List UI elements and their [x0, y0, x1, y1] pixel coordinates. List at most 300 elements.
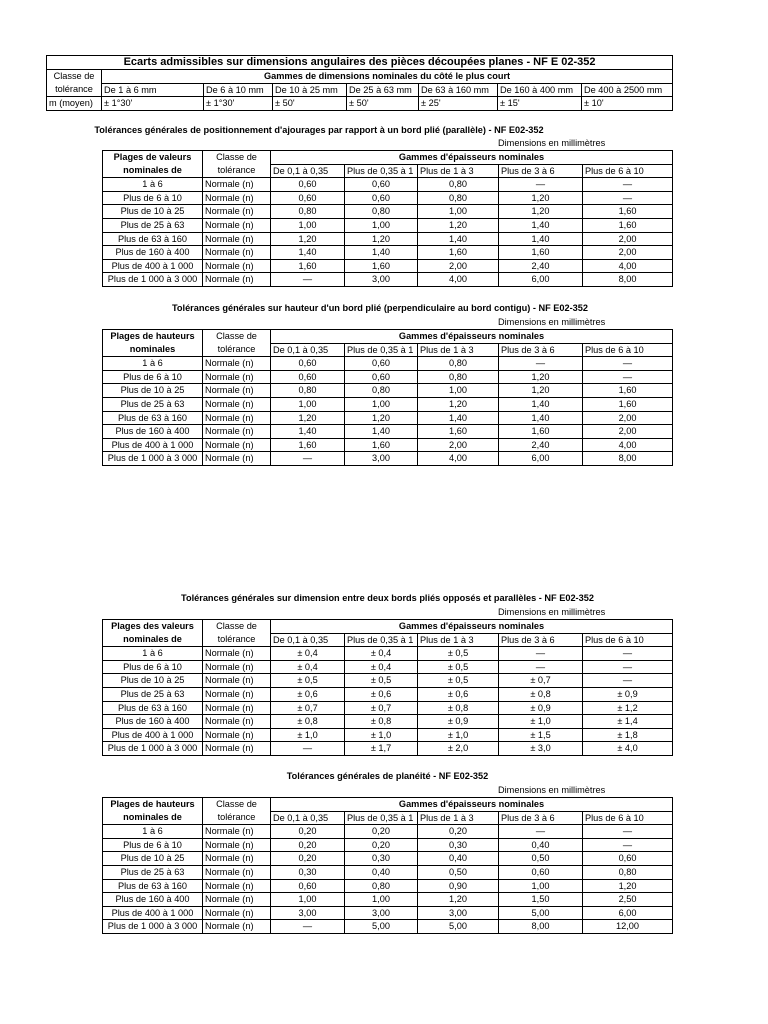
table-row	[103, 191, 673, 205]
angular-value: ± 50'	[347, 97, 419, 111]
value-cell: ± 0,5	[418, 647, 499, 661]
value-cell: 5,00	[418, 920, 499, 934]
table-row	[103, 742, 673, 756]
table-row	[103, 357, 673, 371]
value-cell: 0,30	[345, 852, 418, 866]
thickness-group-header: Gammes d'épaisseurs nominales	[271, 151, 673, 165]
unit-label: Dimensions en millimètres	[498, 138, 606, 148]
thickness-group-header: Gammes d'épaisseurs nominales	[271, 620, 673, 634]
value-cell: 1,40	[499, 397, 583, 411]
value-cell: 4,00	[418, 452, 499, 466]
value-cell: 0,30	[271, 865, 345, 879]
value-cell: —	[499, 357, 583, 371]
value-cell: 0,20	[345, 838, 418, 852]
value-cell: 0,60	[583, 852, 673, 866]
angular-class-header: Classe de	[47, 70, 102, 84]
value-cell: 1,20	[499, 191, 583, 205]
value-cell: 4,00	[418, 273, 499, 287]
value-cell: 1,20	[345, 411, 418, 425]
value-cell: 4,00	[583, 438, 673, 452]
value-cell: ± 4,0	[583, 742, 673, 756]
table-row	[103, 397, 673, 411]
value-cell: 2,50	[583, 893, 673, 907]
value-cell: 1,60	[583, 397, 673, 411]
value-cell: 1,20	[499, 370, 583, 384]
value-cell: ± 0,8	[499, 687, 583, 701]
value-cell: 0,80	[345, 879, 418, 893]
thickness-header: Plus de 1 à 3	[418, 343, 499, 357]
range-cell: Plus de 10 à 25	[103, 852, 203, 866]
value-cell: 4,00	[583, 259, 673, 273]
value-cell: 12,00	[583, 920, 673, 934]
value-cell: 1,60	[418, 425, 499, 439]
class-cell: Normale (n)	[203, 205, 271, 219]
angular-value: ± 15'	[498, 97, 582, 111]
value-cell: 8,00	[583, 452, 673, 466]
class-cell: Normale (n)	[203, 701, 271, 715]
range-header: Plages de valeurs	[103, 151, 203, 165]
value-cell: —	[583, 838, 673, 852]
value-cell: 0,60	[271, 178, 345, 192]
value-cell: 1,00	[345, 893, 418, 907]
value-cell: ± 2,0	[418, 742, 499, 756]
value-cell: ± 0,9	[499, 701, 583, 715]
class-cell: Normale (n)	[203, 674, 271, 688]
class-cell: Normale (n)	[203, 178, 271, 192]
value-cell: 6,00	[583, 906, 673, 920]
value-cell: 1,60	[418, 246, 499, 260]
value-cell: ± 0,9	[583, 687, 673, 701]
value-cell: 3,00	[418, 906, 499, 920]
class-cell: Normale (n)	[203, 893, 271, 907]
table-row	[103, 232, 673, 246]
thickness-header: Plus de 0,35 à 1	[345, 811, 418, 825]
value-cell: —	[271, 742, 345, 756]
table-row	[103, 660, 673, 674]
value-cell: ± 0,4	[345, 647, 418, 661]
range-cell: Plus de 1 000 à 3 000	[103, 452, 203, 466]
range-cell: Plus de 1 000 à 3 000	[103, 273, 203, 287]
value-cell: 0,20	[418, 825, 499, 839]
value-cell: 2,00	[583, 411, 673, 425]
section-title: Tolérances générales de planéité - NF E02-352	[286, 771, 489, 781]
value-cell: 1,00	[499, 879, 583, 893]
value-cell: 0,80	[345, 384, 418, 398]
value-cell: 1,00	[345, 218, 418, 232]
value-cell: 1,00	[418, 205, 499, 219]
value-cell: 0,60	[271, 879, 345, 893]
value-cell: ± 1,8	[583, 728, 673, 742]
thickness-header: Plus de 3 à 6	[499, 633, 583, 647]
range-header-2: nominales	[103, 343, 203, 357]
class-header: Classe de	[203, 151, 271, 165]
value-cell: —	[583, 825, 673, 839]
range-cell: Plus de 63 à 160	[103, 411, 203, 425]
class-cell: Normale (n)	[203, 411, 271, 425]
value-cell: 3,00	[345, 452, 418, 466]
value-cell: 1,20	[418, 397, 499, 411]
value-cell: 0,80	[271, 384, 345, 398]
value-cell: ± 0,4	[271, 660, 345, 674]
thickness-header: Plus de 1 à 3	[418, 164, 499, 178]
section-title: Tolérances générales de positionnement d'ajourages par rapport à un bord plié (parallèle) - NF E02-352	[94, 125, 544, 135]
tolerance-table	[102, 329, 673, 466]
section-title: Tolérances générales sur dimension entre deux bords pliés opposés et parallèles - NF E02-352	[181, 593, 594, 603]
value-cell: 1,00	[271, 893, 345, 907]
value-cell: 0,80	[418, 370, 499, 384]
range-cell: Plus de 1 000 à 3 000	[103, 920, 203, 934]
range-cell: Plus de 160 à 400	[103, 425, 203, 439]
value-cell: —	[583, 370, 673, 384]
range-cell: Plus de 25 à 63	[103, 865, 203, 879]
range-cell: 1 à 6	[103, 647, 203, 661]
value-cell: 0,50	[418, 865, 499, 879]
angular-table	[46, 55, 673, 111]
value-cell: 0,80	[418, 357, 499, 371]
class-header-2: tolérance	[203, 633, 271, 647]
value-cell: 1,20	[418, 893, 499, 907]
table-row	[103, 906, 673, 920]
tolerance-table	[102, 797, 673, 934]
thickness-header: De 0,1 à 0,35	[271, 633, 345, 647]
value-cell: 5,00	[345, 920, 418, 934]
thickness-group-header: Gammes d'épaisseurs nominales	[271, 330, 673, 344]
range-header-2: nominales de	[103, 633, 203, 647]
thickness-header: Plus de 3 à 6	[499, 811, 583, 825]
value-cell: 2,00	[418, 438, 499, 452]
value-cell: 0,40	[499, 838, 583, 852]
value-cell: —	[499, 825, 583, 839]
value-cell: 8,00	[583, 273, 673, 287]
range-cell: Plus de 10 à 25	[103, 674, 203, 688]
class-header: Classe de	[203, 798, 271, 812]
table-row	[103, 825, 673, 839]
value-cell: 8,00	[499, 920, 583, 934]
value-cell: —	[583, 674, 673, 688]
class-cell: Normale (n)	[203, 357, 271, 371]
value-cell: 1,20	[418, 218, 499, 232]
value-cell: 1,60	[583, 384, 673, 398]
angular-value: ± 25'	[419, 97, 498, 111]
value-cell: 1,50	[499, 893, 583, 907]
value-cell: ± 0,7	[499, 674, 583, 688]
angular-value: ± 10'	[582, 97, 673, 111]
range-cell: Plus de 6 à 10	[103, 838, 203, 852]
value-cell: 1,20	[499, 205, 583, 219]
value-cell: ± 0,7	[271, 701, 345, 715]
value-cell: 1,00	[418, 384, 499, 398]
range-cell: Plus de 400 à 1 000	[103, 728, 203, 742]
thickness-header: Plus de 0,35 à 1	[345, 633, 418, 647]
class-cell: Normale (n)	[203, 715, 271, 729]
class-header-2: tolérance	[203, 343, 271, 357]
range-cell: Plus de 6 à 10	[103, 191, 203, 205]
value-cell: 1,20	[271, 411, 345, 425]
value-cell: 1,20	[583, 879, 673, 893]
range-cell: Plus de 1 000 à 3 000	[103, 742, 203, 756]
value-cell: —	[583, 647, 673, 661]
value-cell: —	[499, 647, 583, 661]
class-cell: Normale (n)	[203, 879, 271, 893]
angular-range: De 63 à 160 mm	[419, 83, 498, 97]
class-header: Classe de	[203, 620, 271, 634]
value-cell: ± 0,6	[271, 687, 345, 701]
table-row	[103, 879, 673, 893]
value-cell: —	[271, 920, 345, 934]
class-cell: Normale (n)	[203, 246, 271, 260]
tolerance-table	[102, 150, 673, 287]
unit-label: Dimensions en millimètres	[498, 317, 606, 327]
value-cell: 0,90	[418, 879, 499, 893]
class-cell: Normale (n)	[203, 852, 271, 866]
table-row	[103, 178, 673, 192]
table-row	[103, 438, 673, 452]
unit-label: Dimensions en millimètres	[498, 785, 606, 795]
value-cell: 1,60	[499, 425, 583, 439]
table-row	[103, 647, 673, 661]
class-cell: Normale (n)	[203, 728, 271, 742]
table-row	[103, 425, 673, 439]
range-cell: Plus de 160 à 400	[103, 246, 203, 260]
table-row	[103, 452, 673, 466]
range-header-2: nominales de	[103, 811, 203, 825]
value-cell: ± 0,4	[271, 647, 345, 661]
value-cell: 0,60	[345, 357, 418, 371]
unit-label: Dimensions en millimètres	[498, 607, 606, 617]
value-cell: 1,60	[345, 438, 418, 452]
value-cell: 2,40	[499, 259, 583, 273]
angular-title: Ecarts admissibles sur dimensions angulaires des pièces découpées planes - NF E 02-352	[47, 56, 673, 70]
range-cell: Plus de 6 à 10	[103, 660, 203, 674]
value-cell: ± 0,8	[345, 715, 418, 729]
value-cell: ± 3,0	[499, 742, 583, 756]
section-title: Tolérances générales sur hauteur d'un bord plié (perpendiculaire au bord contigu) - NF E02-352	[171, 303, 589, 313]
value-cell: —	[499, 178, 583, 192]
class-cell: Normale (n)	[203, 647, 271, 661]
value-cell: ± 1,5	[499, 728, 583, 742]
range-header: Plages de hauteurs	[103, 798, 203, 812]
angular-range: De 160 à 400 mm	[498, 83, 582, 97]
table-row	[103, 865, 673, 879]
value-cell: ± 0,5	[418, 660, 499, 674]
class-cell: Normale (n)	[203, 438, 271, 452]
range-cell: Plus de 25 à 63	[103, 218, 203, 232]
range-cell: 1 à 6	[103, 178, 203, 192]
class-header-2: tolérance	[203, 164, 271, 178]
class-cell: Normale (n)	[203, 452, 271, 466]
range-cell: Plus de 63 à 160	[103, 701, 203, 715]
class-cell: Normale (n)	[203, 687, 271, 701]
value-cell: ± 0,5	[345, 674, 418, 688]
value-cell: 0,60	[271, 370, 345, 384]
value-cell: 1,40	[345, 246, 418, 260]
table-row	[103, 893, 673, 907]
value-cell: 1,40	[499, 232, 583, 246]
thickness-header: Plus de 3 à 6	[499, 164, 583, 178]
value-cell: ± 1,0	[271, 728, 345, 742]
value-cell: 3,00	[271, 906, 345, 920]
value-cell: 1,20	[345, 232, 418, 246]
value-cell: —	[499, 660, 583, 674]
value-cell: 0,30	[418, 838, 499, 852]
value-cell: 0,60	[271, 357, 345, 371]
table-row	[103, 838, 673, 852]
value-cell: ± 1,7	[345, 742, 418, 756]
range-cell: Plus de 25 à 63	[103, 687, 203, 701]
thickness-header: Plus de 6 à 10	[583, 164, 673, 178]
thickness-header: Plus de 0,35 à 1	[345, 343, 418, 357]
table-row	[103, 920, 673, 934]
angular-class-header-2: tolérance	[47, 83, 102, 97]
class-cell: Normale (n)	[203, 742, 271, 756]
class-cell: Normale (n)	[203, 259, 271, 273]
thickness-header: Plus de 1 à 3	[418, 811, 499, 825]
value-cell: ± 0,9	[418, 715, 499, 729]
value-cell: 0,80	[345, 205, 418, 219]
thickness-header: Plus de 1 à 3	[418, 633, 499, 647]
tolerance-table	[102, 619, 673, 756]
value-cell: —	[271, 273, 345, 287]
class-cell: Normale (n)	[203, 425, 271, 439]
value-cell: ± 0,8	[271, 715, 345, 729]
table-row	[103, 411, 673, 425]
value-cell: ± 0,7	[345, 701, 418, 715]
value-cell: 6,00	[499, 452, 583, 466]
angular-range: De 10 à 25 mm	[273, 83, 347, 97]
value-cell: 0,60	[499, 865, 583, 879]
value-cell: ± 0,8	[418, 701, 499, 715]
range-cell: 1 à 6	[103, 357, 203, 371]
range-cell: Plus de 10 à 25	[103, 205, 203, 219]
table-row	[103, 273, 673, 287]
class-cell: Normale (n)	[203, 218, 271, 232]
range-cell: Plus de 400 à 1 000	[103, 259, 203, 273]
value-cell: 0,20	[271, 852, 345, 866]
angular-group-header: Gammes de dimensions nominales du côté le plus court	[102, 70, 673, 84]
value-cell: 0,60	[271, 191, 345, 205]
table-row	[103, 218, 673, 232]
angular-value: ± 1°30'	[102, 97, 204, 111]
class-header-2: tolérance	[203, 811, 271, 825]
table-row	[103, 246, 673, 260]
table-row	[103, 728, 673, 742]
thickness-header: De 0,1 à 0,35	[271, 343, 345, 357]
range-cell: Plus de 10 à 25	[103, 384, 203, 398]
thickness-header: Plus de 6 à 10	[583, 343, 673, 357]
table-row	[103, 701, 673, 715]
class-cell: Normale (n)	[203, 838, 271, 852]
table-row	[103, 715, 673, 729]
class-cell: Normale (n)	[203, 660, 271, 674]
value-cell: —	[583, 178, 673, 192]
value-cell: 0,40	[418, 852, 499, 866]
value-cell: 1,40	[271, 425, 345, 439]
value-cell: ± 0,4	[345, 660, 418, 674]
angular-range: De 400 à 2500 mm	[582, 83, 673, 97]
range-header: Plages des valeurs	[103, 620, 203, 634]
value-cell: 0,20	[271, 825, 345, 839]
class-header: Classe de	[203, 330, 271, 344]
value-cell: ± 1,0	[345, 728, 418, 742]
value-cell: —	[583, 660, 673, 674]
table-row	[103, 259, 673, 273]
table-row	[103, 674, 673, 688]
value-cell: 2,00	[583, 425, 673, 439]
value-cell: 1,60	[345, 259, 418, 273]
value-cell: 1,60	[583, 218, 673, 232]
angular-range: De 25 à 63 mm	[347, 83, 419, 97]
value-cell: 1,40	[418, 232, 499, 246]
class-cell: Normale (n)	[203, 370, 271, 384]
thickness-header: Plus de 6 à 10	[583, 633, 673, 647]
range-header: Plages de hauteurs	[103, 330, 203, 344]
value-cell: ± 0,5	[271, 674, 345, 688]
value-cell: 1,40	[271, 246, 345, 260]
value-cell: ± 0,6	[345, 687, 418, 701]
value-cell: 1,60	[271, 438, 345, 452]
range-cell: Plus de 63 à 160	[103, 879, 203, 893]
value-cell: 0,60	[345, 178, 418, 192]
value-cell: 1,40	[499, 218, 583, 232]
range-cell: Plus de 63 à 160	[103, 232, 203, 246]
range-header-2: nominales de	[103, 164, 203, 178]
angular-range: De 6 à 10 mm	[204, 83, 273, 97]
value-cell: 0,20	[271, 838, 345, 852]
value-cell: 1,20	[271, 232, 345, 246]
range-cell: 1 à 6	[103, 825, 203, 839]
thickness-header: Plus de 3 à 6	[499, 343, 583, 357]
thickness-header: Plus de 6 à 10	[583, 811, 673, 825]
value-cell: 0,80	[418, 191, 499, 205]
value-cell: 0,20	[345, 825, 418, 839]
range-cell: Plus de 160 à 400	[103, 715, 203, 729]
value-cell: 0,80	[583, 865, 673, 879]
class-cell: Normale (n)	[203, 825, 271, 839]
value-cell: 1,60	[583, 205, 673, 219]
value-cell: 1,60	[499, 246, 583, 260]
value-cell: 1,60	[271, 259, 345, 273]
class-cell: Normale (n)	[203, 906, 271, 920]
angular-value: ± 1°30'	[204, 97, 273, 111]
table-row	[103, 852, 673, 866]
value-cell: 5,00	[499, 906, 583, 920]
value-cell: ± 0,6	[418, 687, 499, 701]
class-cell: Normale (n)	[203, 273, 271, 287]
class-cell: Normale (n)	[203, 191, 271, 205]
range-cell: Plus de 6 à 10	[103, 370, 203, 384]
value-cell: 0,80	[418, 178, 499, 192]
angular-value: ± 50'	[273, 97, 347, 111]
class-cell: Normale (n)	[203, 397, 271, 411]
angular-row-label: m (moyen)	[47, 97, 102, 111]
table-row	[103, 205, 673, 219]
value-cell: 2,00	[418, 259, 499, 273]
thickness-header: De 0,1 à 0,35	[271, 164, 345, 178]
thickness-header: Plus de 0,35 à 1	[345, 164, 418, 178]
value-cell: ± 1,0	[418, 728, 499, 742]
value-cell: 1,40	[418, 411, 499, 425]
value-cell: ± 1,0	[499, 715, 583, 729]
range-cell: Plus de 400 à 1 000	[103, 906, 203, 920]
range-cell: Plus de 160 à 400	[103, 893, 203, 907]
value-cell: 6,00	[499, 273, 583, 287]
class-cell: Normale (n)	[203, 920, 271, 934]
class-cell: Normale (n)	[203, 865, 271, 879]
value-cell: 1,00	[271, 397, 345, 411]
table-row	[103, 384, 673, 398]
value-cell: 0,50	[499, 852, 583, 866]
value-cell: 1,40	[345, 425, 418, 439]
